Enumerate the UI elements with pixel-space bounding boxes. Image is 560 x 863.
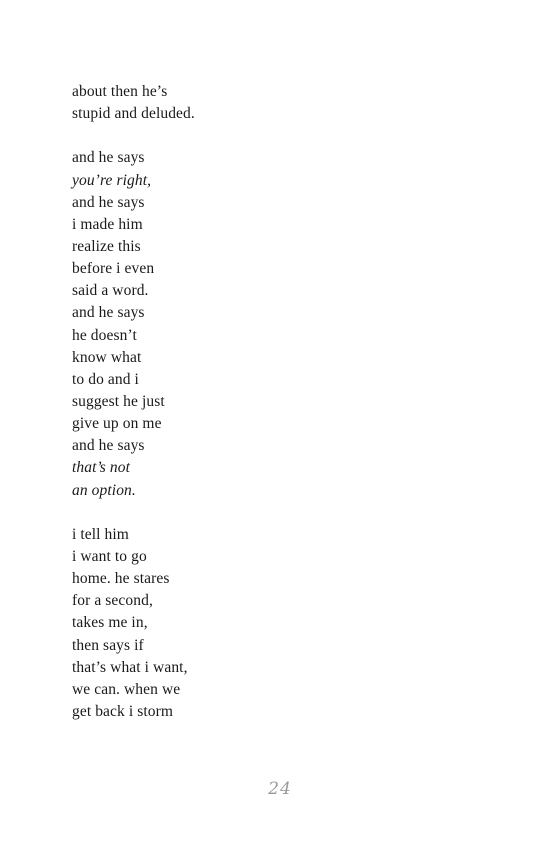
poem-line: and he says <box>72 437 145 455</box>
stanza-break <box>72 502 492 524</box>
stanza-break <box>72 125 492 147</box>
poem-line: an option. <box>72 481 136 499</box>
poem-line: that’s not <box>72 459 130 477</box>
page-number: 24 <box>268 779 292 799</box>
poem-line: and he says <box>72 193 145 211</box>
poem-line: know what <box>72 348 142 366</box>
poem-line: realize this <box>72 237 141 255</box>
poem-line: before i even <box>72 260 155 278</box>
poem-line: i tell him <box>72 525 129 543</box>
poem-line: we can. when we <box>72 680 181 698</box>
poem-body <box>72 81 492 723</box>
poem-line: stupid and deluded. <box>72 105 195 123</box>
poem-line: then says if <box>72 636 144 654</box>
poem-line: he doesn’t <box>72 326 137 344</box>
poem-line: about then he’s <box>72 83 168 100</box>
poem-line: to do and i <box>72 370 139 388</box>
poem-line: and he says <box>72 149 145 167</box>
poem-line: i made him <box>72 215 143 233</box>
poem-line: suggest he just <box>72 392 165 410</box>
poem-line: for a second, <box>72 592 153 610</box>
poem-line: takes me in, <box>72 614 148 632</box>
poem-line: and he says <box>72 304 145 322</box>
poem-line: give up on me <box>72 415 162 433</box>
poem-line: i want to go <box>72 547 147 565</box>
poem-line: that’s what i want, <box>72 658 188 676</box>
poem-line: you’re right, <box>72 171 152 189</box>
poem-line: get back i storm <box>72 702 174 720</box>
poem-line: said a word. <box>72 282 149 300</box>
poem-line: home. he stares <box>72 570 170 588</box>
